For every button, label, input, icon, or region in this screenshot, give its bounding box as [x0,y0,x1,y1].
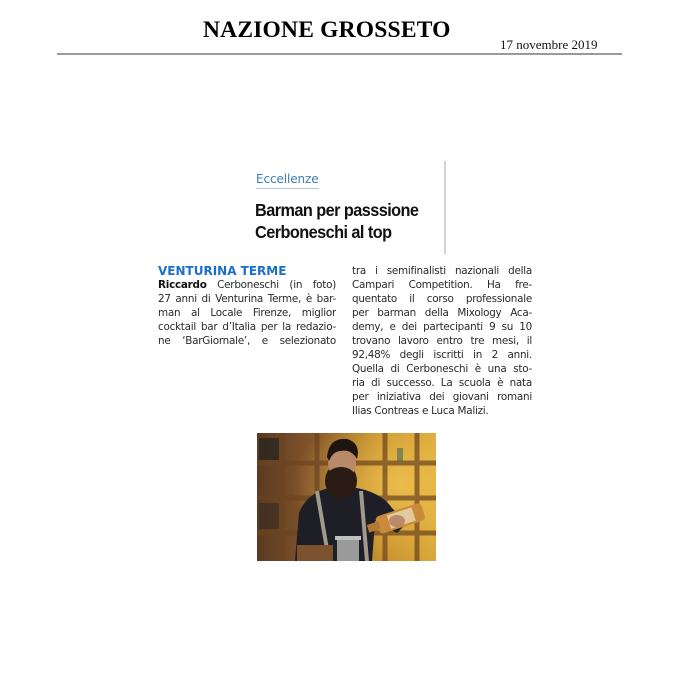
publication-title: NAZIONE GROSSETO [203,17,451,43]
body-line: quentato il corso professionale [352,293,532,305]
body-line: per barman della Mixology Aca- [352,307,532,319]
body-line: tra i semifinalisti nazionali della [352,265,532,277]
body-line: cocktail bar d’Italia per la redazio- [158,321,336,333]
article-body-right-column [352,264,532,418]
body-line: ne ‘BarGiornale’, e selezionato [158,335,336,347]
column-divider [444,161,446,254]
body-line: ria di successo. La scuola è nata [352,377,532,389]
body-line: man al Locale Firenze, miglior [158,307,336,319]
lead-bold-name: Riccardo [158,279,207,291]
headline-line-2: Cerboneschi al top [255,222,392,242]
body-line: per iniziativa dei giovani romani [352,391,532,403]
publication-date: 17 novembre 2019 [500,37,598,52]
body-line: Campari Competition. Ha fre- [352,279,532,291]
article-headline [255,199,427,243]
dateline: VENTURINA TERME [158,264,287,278]
body-line: Quella di Cerboneschi è una sto- [352,363,532,375]
article-body-left-column [158,264,336,348]
body-line: trovano lavoro entro tre mesi, il [352,335,532,347]
article-kicker: Eccellenze [256,172,319,189]
body-line: 27 anni di Venturina Terme, è bar- [158,293,336,305]
body-line: demy, e dei partecipanti 9 su 10 [352,321,532,333]
body-line: Riccardo Cerboneschi (in foto) [158,279,336,291]
header-rule [57,53,622,55]
headline-line-1: Barman per passsione [255,200,419,220]
body-line: 92,48% degli iscritti in 2 anni. [352,349,532,361]
article-photo [257,433,436,561]
body-line: Ilias Contreas e Luca Malizi. [352,405,489,417]
